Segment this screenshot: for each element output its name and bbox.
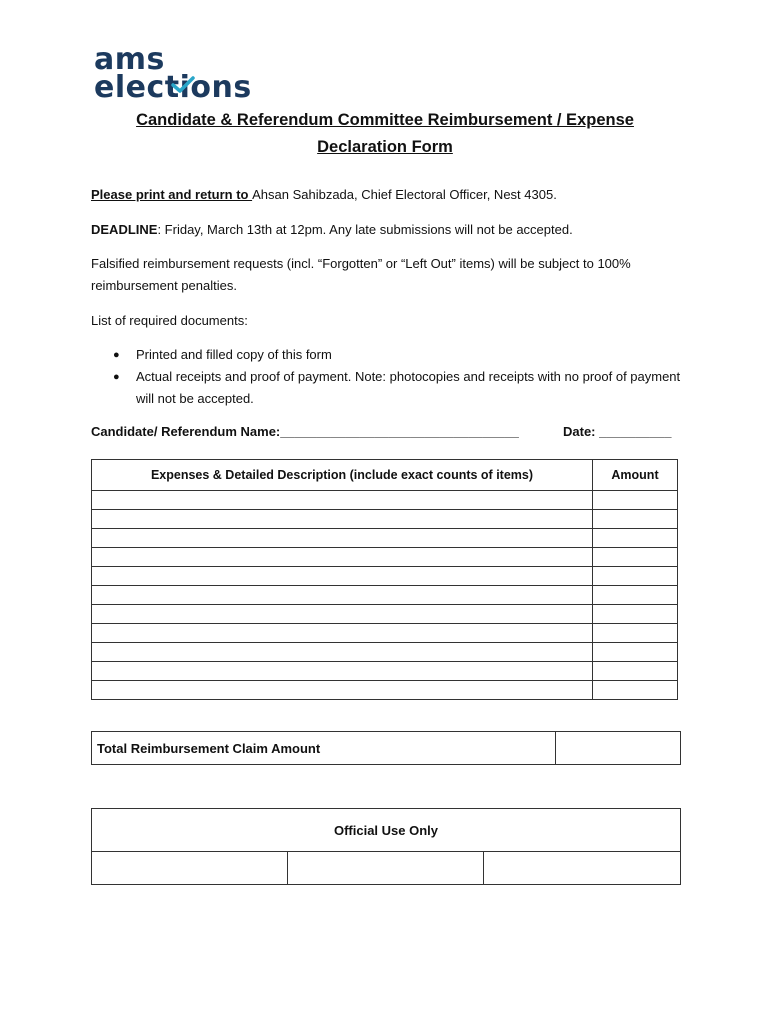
required-documents-list xyxy=(91,344,681,410)
date-field[interactable]: Date: __________ xyxy=(563,424,672,439)
total-amount-cell[interactable] xyxy=(556,732,681,765)
amount-cell[interactable] xyxy=(593,605,678,624)
total-table xyxy=(91,731,681,765)
description-cell[interactable] xyxy=(92,681,593,700)
description-cell[interactable] xyxy=(92,567,593,586)
print-return-text: Ahsan Sahibzada, Chief Electoral Officer, Nest 4305. xyxy=(252,187,557,202)
bullet-icon: ● xyxy=(113,371,120,383)
amount-column-header: Amount xyxy=(593,460,678,491)
logo-line-2: elections xyxy=(94,70,252,105)
table-row xyxy=(92,605,678,624)
total-row xyxy=(92,732,681,765)
table-row xyxy=(92,548,678,567)
description-cell[interactable] xyxy=(92,662,593,681)
description-cell[interactable] xyxy=(92,605,593,624)
table-row xyxy=(92,567,678,586)
table-row xyxy=(92,510,678,529)
description-cell[interactable] xyxy=(92,586,593,605)
form-title-line-2: Declaration Form xyxy=(317,138,453,156)
description-cell[interactable] xyxy=(92,491,593,510)
table-row xyxy=(92,662,678,681)
amount-cell[interactable] xyxy=(593,548,678,567)
total-label: Total Reimbursement Claim Amount xyxy=(92,732,556,765)
description-column-header: Expenses & Detailed Description (include exact counts of items) xyxy=(92,460,593,491)
amount-cell[interactable] xyxy=(593,624,678,643)
amount-cell[interactable] xyxy=(593,510,678,529)
official-cell xyxy=(484,852,681,885)
name-date-row xyxy=(91,424,681,439)
table-row xyxy=(92,643,678,662)
deadline-paragraph xyxy=(91,219,691,241)
table-row xyxy=(92,586,678,605)
description-cell[interactable] xyxy=(92,548,593,567)
official-header-row xyxy=(92,809,681,852)
table-row xyxy=(92,491,678,510)
official-use-label: Official Use Only xyxy=(92,809,681,852)
amount-cell[interactable] xyxy=(593,491,678,510)
deadline-text: : Friday, March 13th at 12pm. Any late submissions will not be accepted. xyxy=(157,222,573,237)
list-item: ● Actual receipts and proof of payment. Note: photocopies and receipts with no proof of payment will not be accepted. xyxy=(91,366,681,410)
table-row xyxy=(92,624,678,643)
description-cell[interactable] xyxy=(92,529,593,548)
bullet-icon: ● xyxy=(113,349,120,361)
ams-elections-logo xyxy=(94,42,264,106)
candidate-name-field[interactable]: Candidate/ Referendum Name:_________________________________ xyxy=(91,424,519,439)
official-use-table xyxy=(91,808,681,885)
expenses-table xyxy=(91,459,678,700)
checkmark-icon xyxy=(170,76,196,94)
official-fields-row xyxy=(92,852,681,885)
amount-cell[interactable] xyxy=(593,681,678,700)
return-instruction xyxy=(91,184,691,206)
falsified-warning: Falsified reimbursement requests (incl. “Forgotten” or “Left Out” items) will be subject to 100% reimbursement penalties. xyxy=(91,256,631,293)
logo-line-1: ams xyxy=(94,42,165,77)
amount-cell[interactable] xyxy=(593,662,678,681)
list-item: ● Printed and filled copy of this form xyxy=(91,344,681,366)
official-cell xyxy=(288,852,484,885)
amount-cell[interactable] xyxy=(593,586,678,605)
table-row xyxy=(92,681,678,700)
table-row xyxy=(92,529,678,548)
table-header-row xyxy=(92,460,678,491)
description-cell[interactable] xyxy=(92,624,593,643)
print-return-label: Please print and return to xyxy=(91,187,253,202)
official-cell xyxy=(92,852,288,885)
form-title-line-1: Candidate & Referendum Committee Reimbursement / Expense xyxy=(136,111,634,129)
documents-heading: List of required documents: xyxy=(91,313,248,328)
deadline-label: DEADLINE xyxy=(91,222,158,237)
description-cell[interactable] xyxy=(92,510,593,529)
amount-cell[interactable] xyxy=(593,643,678,662)
amount-cell[interactable] xyxy=(593,529,678,548)
amount-cell[interactable] xyxy=(593,567,678,586)
description-cell[interactable] xyxy=(92,643,593,662)
